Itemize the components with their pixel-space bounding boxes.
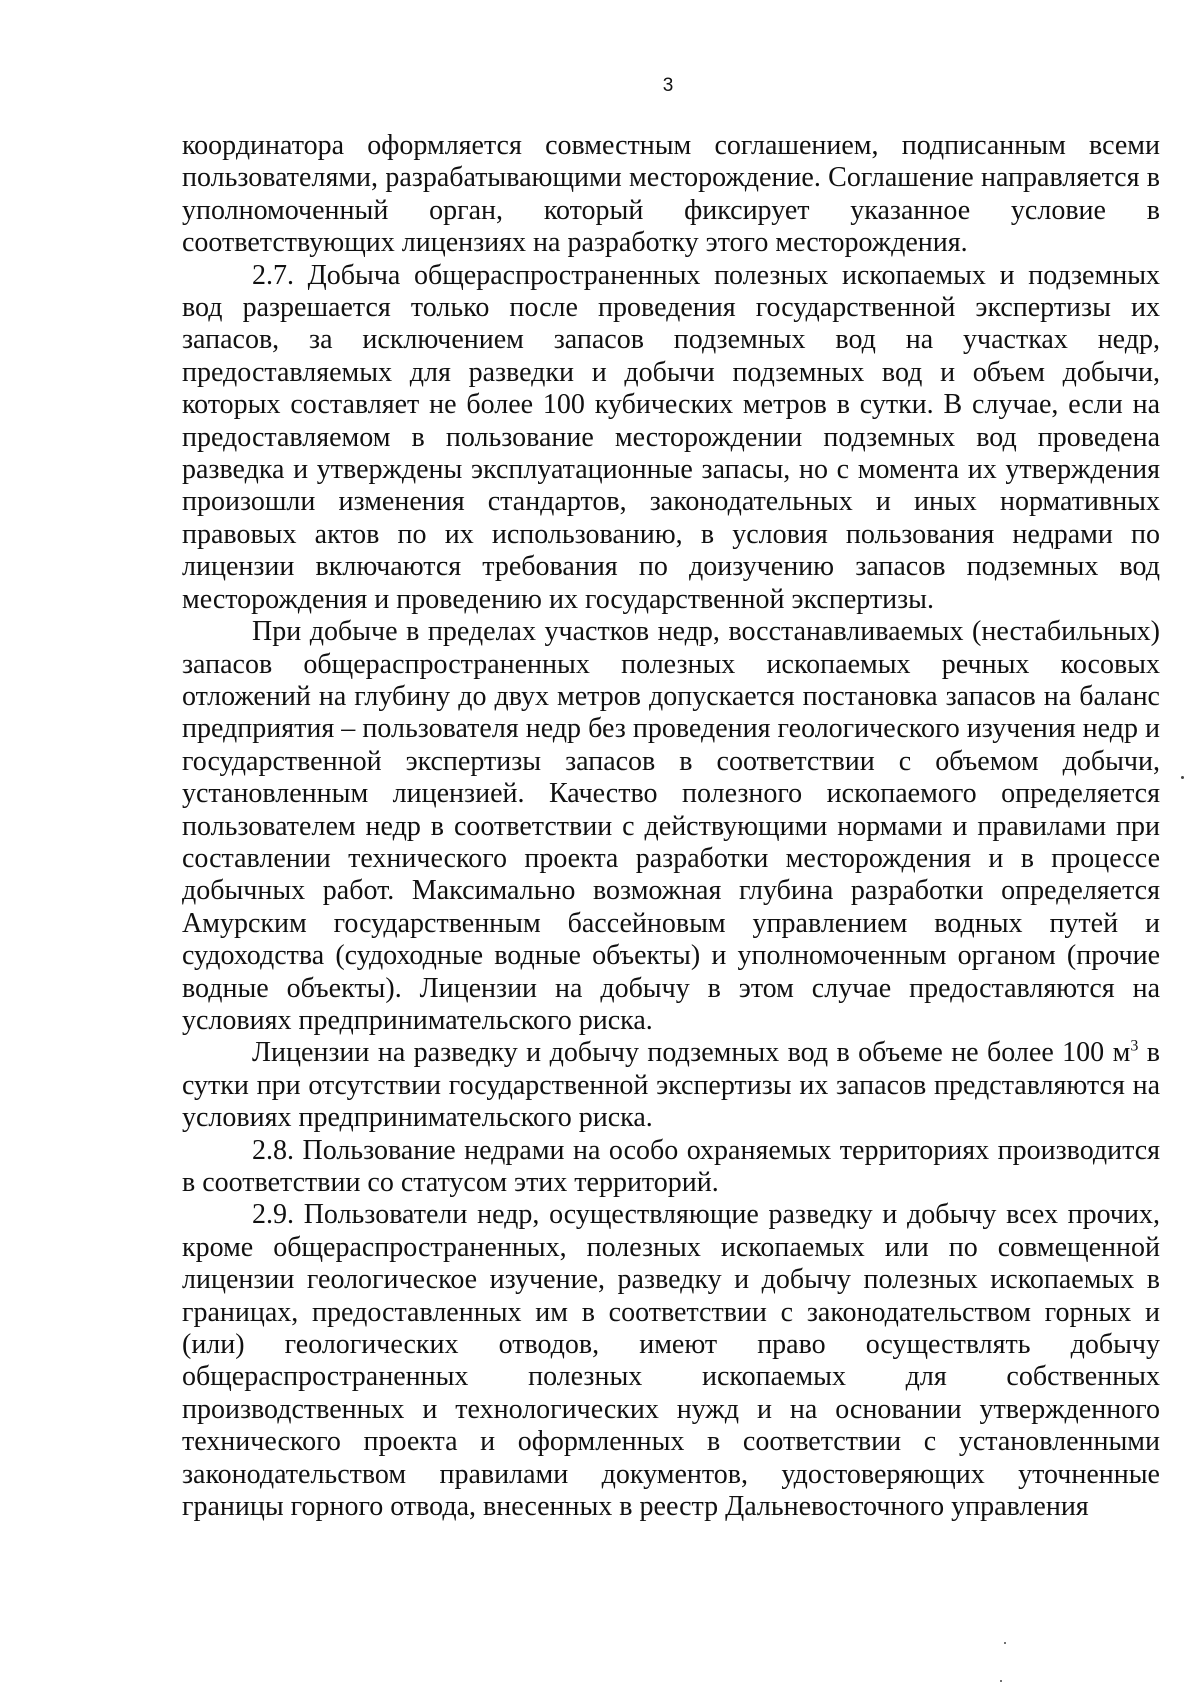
paragraph-2-7: 2.7. Добыча общераспространенных полезных ископаемых и подземных вод разрешается только после проведения государственной экспертизы их запасов, за исключением запасов подземных вод на участках недр, предоставляемых для разведки и добычи подземных вод и объем добычи, которых составляет не более 100 кубических метров в сутки. В случае, если на предоставляемом в пользование месторождении подземных вод проведена разведка и утверждены эксплуатационные запасы, но с момента их утверждения произошли изменения стандартов, законодательных и иных нормативных правовых актов по их использованию, в условия пользования недрами по лицензии включаются требования по доизучению запасов подземных вод месторождения и проведению их государственной экспертизы. (182, 259, 1160, 615)
cubic-superscript: 3 (1130, 1038, 1139, 1056)
paragraph-river-deposits: При добыче в пределах участков недр, восстанавливаемых (нестабильных) запасов общераспространенных полезных ископаемых речных косовых отложений на глубину до двух метров допускается постановка запасов на баланс предприятия – пользователя недр без проведения геологического изучения недр и государственной экспертизы запасов в соответствии с объемом добычи, установленным лицензией. Качество полезного ископаемого определяется пользователем недр в соответствии с действующими нормами и правилами при составлении технического проекта разработки месторождения и в процессе добычных работ. Максимально возможная глубина разработки определяется Амурским государственным бассейновым управлением водных путей и судоходства (судоходные водные объекты) и уполномоченным органом (прочие водные объекты). Лицензии на добычу в этом случае предоставляются на условиях предпринимательского риска. (182, 616, 1160, 1036)
scan-speck (1004, 1642, 1006, 1644)
paragraph-continuation: координатора оформляется совместным соглашением, подписанным всеми пользователями, разрабатывающими месторождение. Соглашение направляется в уполномоченный орган, который фиксирует указанное условие в соответствующих лицензиях на разработку этого месторождения. (182, 130, 1160, 259)
paragraph-groundwater-text-end: в сутки при отсутствии государственной экспертизы их запасов представляются на условиях предпринимательского риска. (182, 1037, 1160, 1134)
document-body (182, 130, 1160, 1523)
paragraph-groundwater-text-start: Лицензии на разведку и добычу подземных вод в объеме не более 100 м (252, 1037, 1131, 1069)
paragraph-2-8: 2.8. Пользование недрами на особо охраняемых территориях производится в соответствии со статусом этих территорий. (182, 1134, 1160, 1198)
page-number: 3 (662, 75, 674, 96)
paragraph-groundwater-licenses (182, 1037, 1160, 1134)
scan-speck (1181, 776, 1184, 779)
scan-speck (1000, 1680, 1002, 1682)
paragraph-2-9: 2.9. Пользователи недр, осуществляющие разведку и добычу всех прочих, кроме общераспространенных, полезных ископаемых или по совмещенной лицензии геологическое изучение, разведку и добычу полезных ископаемых в границах, предоставленных им в соответствии с законодательством горных и (или) геологических отводов, имеют право осуществлять добычу общераспространенных полезных ископаемых для собственных производственных и технологических нужд и на основании утвержденного технического проекта и оформленных в соответствии с установленными законодательством правилами документов, удостоверяющих уточненные границы горного отвода, внесенных в реестр Дальневосточного управления (182, 1199, 1160, 1523)
